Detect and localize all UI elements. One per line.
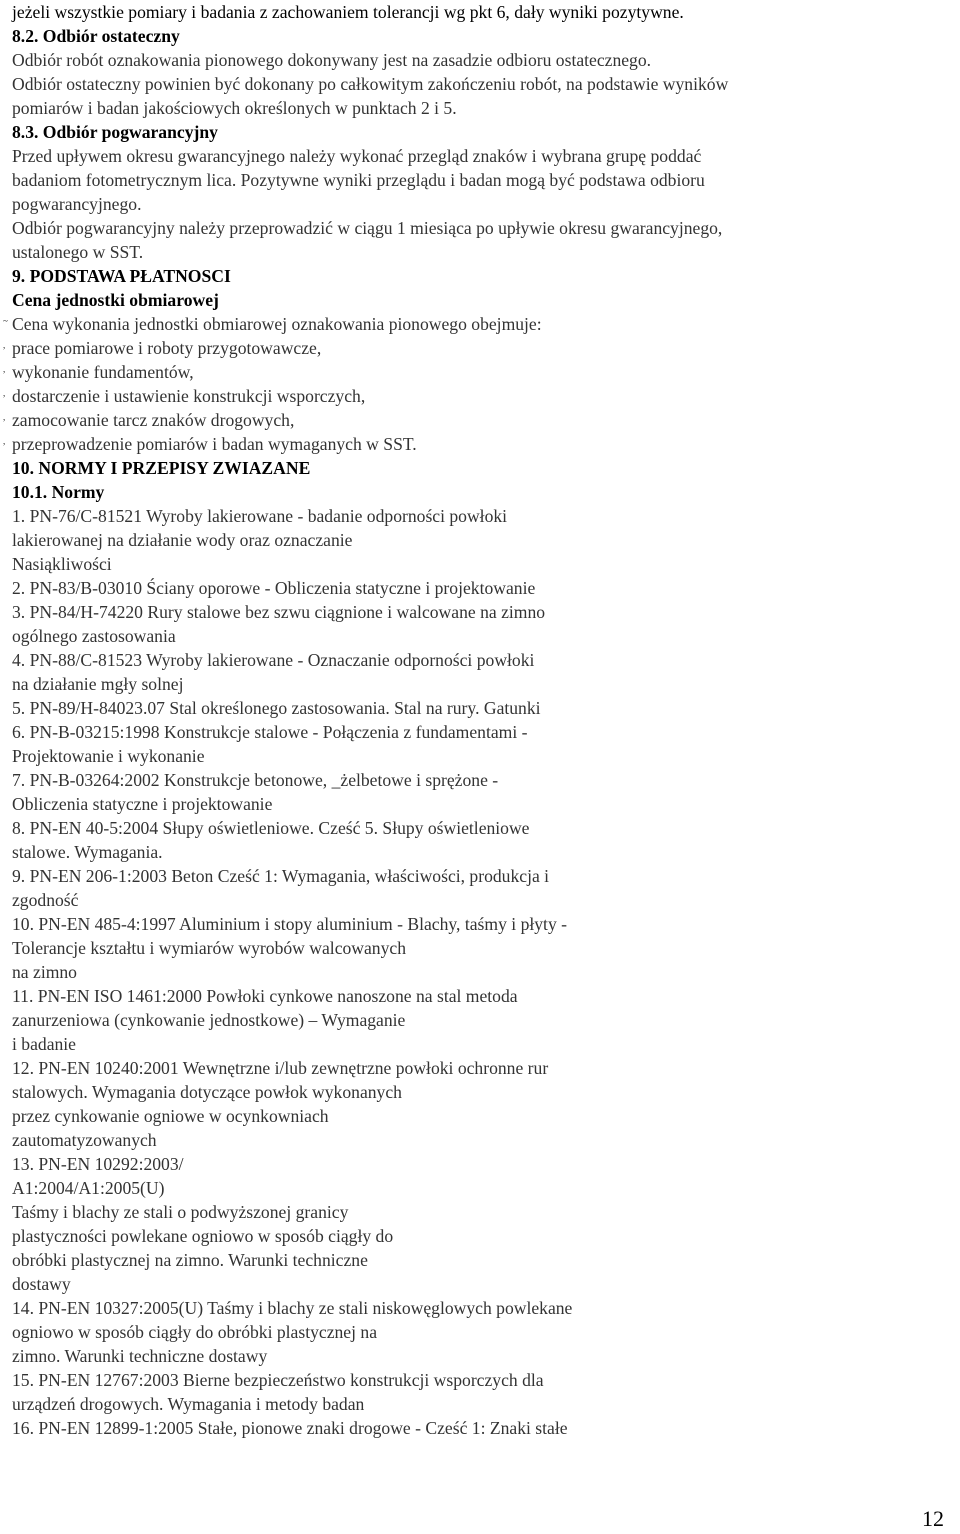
list-item-text: dostarczenie i ustawienie konstrukcji wsporczych, <box>12 386 366 406</box>
paragraph-line: ustalonego w SST. <box>12 242 144 262</box>
norm-line: ogólnego zastosowania <box>12 626 176 646</box>
norm-line: stalowych. Wymagania dotyczące powłok wykonanych <box>12 1082 402 1102</box>
norm-line: A1:2004/A1:2005(U) <box>12 1178 165 1198</box>
norm-line: 9. PN-EN 206-1:2003 Beton Cześć 1: Wymagania, właściwości, produkcja i <box>12 866 550 886</box>
norm-line: 11. PN-EN ISO 1461:2000 Powłoki cynkowe nanoszone na stal metoda <box>12 986 518 1006</box>
paragraph-line: Odbiór robót oznakowania pionowego dokonywany jest na zasadzie odbioru ostatecznego. <box>12 50 652 70</box>
list-item-text: wykonanie fundamentów, <box>12 362 194 382</box>
list-item <box>3 384 952 408</box>
document-page <box>3 0 952 1440</box>
norm-line: 12. PN-EN 10240:2001 Wewnętrzne i/lub zewnętrzne powłoki ochronne rur <box>12 1058 549 1078</box>
norm-line: Nasiąkliwości <box>12 554 112 574</box>
paragraph-line: pomiarów i badan jakościowych określonych w punktach 2 i 5. <box>12 98 457 118</box>
norm-line: 5. PN-89/H-84023.07 Stal określonego zastosowania. Stal na rury. Gatunki <box>12 698 541 718</box>
list-item-text: przeprowadzenie pomiarów i badan wymaganych w SST. <box>12 434 417 454</box>
norm-line: przez cynkowanie ogniowe w ocynkowniach <box>12 1106 329 1126</box>
norm-line: 3. PN-84/H-74220 Rury stalowe bez szwu ciągnione i walcowane na zimno <box>12 602 546 622</box>
norm-line: plastyczności powlekane ogniowo w sposób ciągły do <box>12 1226 394 1246</box>
paragraph-line: Przed upływem okresu gwarancyjnego należy wykonać przegląd znaków i wybrana grupę poddać <box>12 146 702 166</box>
paragraph-line: badaniom fotometrycznym lica. Pozytywne wyniki przeglądu i badan mogą być podstawa odbioru <box>12 170 705 190</box>
list-item <box>3 432 952 456</box>
paragraph-line <box>3 312 952 336</box>
list-item <box>3 408 952 432</box>
list-item-text: zamocowanie tarcz znaków drogowych, <box>12 410 295 430</box>
norm-line: na zimno <box>12 962 77 982</box>
heading-9: 9. PODSTAWA PŁATNOSCI <box>12 266 231 286</box>
bullet-marker-icon: ~ <box>3 316 8 326</box>
norm-line: ogniowo w sposób ciągły do obróbki plastycznej na <box>12 1322 378 1342</box>
norm-line: Obliczenia statyczne i projektowanie <box>12 794 273 814</box>
subheading-unit-price: Cena jednostki obmiarowej <box>12 290 219 310</box>
norm-line: zgodność <box>12 890 79 910</box>
norm-line: zimno. Warunki techniczne dostawy <box>12 1346 268 1366</box>
list-item <box>3 336 952 360</box>
norm-line: obróbki plastycznej na zimno. Warunki techniczne <box>12 1250 368 1270</box>
bullet-marker-icon: , <box>3 436 6 446</box>
norm-line: na działanie mgły solnej <box>12 674 184 694</box>
norm-line: urządzeń drogowych. Wymagania i metody badan <box>12 1394 365 1414</box>
norm-line: 13. PN-EN 10292:2003/ <box>12 1154 184 1174</box>
bullet-marker-icon: , <box>3 364 6 374</box>
heading-10: 10. NORMY I PRZEPISY ZWIAZANE <box>12 458 311 478</box>
norm-line: lakierowanej na działanie wody oraz oznaczanie <box>12 530 353 550</box>
paragraph-line: Odbiór ostateczny powinien być dokonany po całkowitym zakończeniu robót, na podstawie wyników <box>12 74 729 94</box>
heading-8-2: 8.2. Odbiór ostateczny <box>12 26 180 46</box>
heading-8-3: 8.3. Odbiór pogwarancyjny <box>12 122 218 142</box>
norm-line: i badanie <box>12 1034 76 1054</box>
bullet-marker-icon: , <box>3 340 6 350</box>
norm-line: 7. PN-B-03264:2002 Konstrukcje betonowe, _żelbetowe i sprężone - <box>12 770 499 790</box>
norm-line: 14. PN-EN 10327:2005(U) Taśmy i blachy ze stali niskowęglowych powlekane <box>12 1298 573 1318</box>
norm-line: dostawy <box>12 1274 71 1294</box>
norm-line: 1. PN-76/C-81521 Wyroby lakierowane - badanie odporności powłoki <box>12 506 508 526</box>
norms-list <box>12 504 952 1440</box>
intro-text: Cena wykonania jednostki obmiarowej oznakowania pionowego obejmuje: <box>12 314 542 334</box>
list-item-text: prace pomiarowe i roboty przygotowawcze, <box>12 338 322 358</box>
norm-line: 6. PN-B-03215:1998 Konstrukcje stalowe - Połączenia z fundamentami - <box>12 722 528 742</box>
paragraph-line: pogwarancyjnego. <box>12 194 142 214</box>
page-number: 12 <box>922 1506 944 1531</box>
norm-line: Tolerancje kształtu i wymiarów wyrobów walcowanych <box>12 938 407 958</box>
paragraph-line: jeżeli wszystkie pomiary i badania z zachowaniem tolerancji wg pkt 6, dały wyniki pozytywne. <box>12 2 684 22</box>
list-item <box>3 360 952 384</box>
norm-line: 4. PN-88/C-81523 Wyroby lakierowane - Oznaczanie odporności powłoki <box>12 650 535 670</box>
norm-line: zanurzeniowa (cynkowanie jednostkowe) – Wymaganie <box>12 1010 406 1030</box>
bullet-marker-icon: , <box>3 388 6 398</box>
norm-line: 2. PN-83/B-03010 Ściany oporowe - Obliczenia statyczne i projektowanie <box>12 578 536 598</box>
norm-line: 16. PN-EN 12899-1:2005 Stałe, pionowe znaki drogowe - Cześć 1: Znaki stałe <box>12 1418 568 1438</box>
bullet-marker-icon: , <box>3 412 6 422</box>
norm-line: Taśmy i blachy ze stali o podwyższonej granicy <box>12 1202 349 1222</box>
paragraph-line: Odbiór pogwarancyjny należy przeprowadzić w ciągu 1 miesiąca po upływie okresu gwarancyjnego, <box>12 218 723 238</box>
norm-line: Projektowanie i wykonanie <box>12 746 205 766</box>
norm-line: stalowe. Wymagania. <box>12 842 163 862</box>
subheading-norms: 10.1. Normy <box>12 482 105 502</box>
norm-line: zautomatyzowanych <box>12 1130 157 1150</box>
norm-line: 8. PN-EN 40-5:2004 Słupy oświetleniowe. Cześć 5. Słupy oświetleniowe <box>12 818 530 838</box>
norm-line: 10. PN-EN 485-4:1997 Aluminium i stopy aluminium - Blachy, taśmy i płyty - <box>12 914 567 934</box>
norm-line: 15. PN-EN 12767:2003 Bierne bezpieczeństwo konstrukcji wsporczych dla <box>12 1370 544 1390</box>
